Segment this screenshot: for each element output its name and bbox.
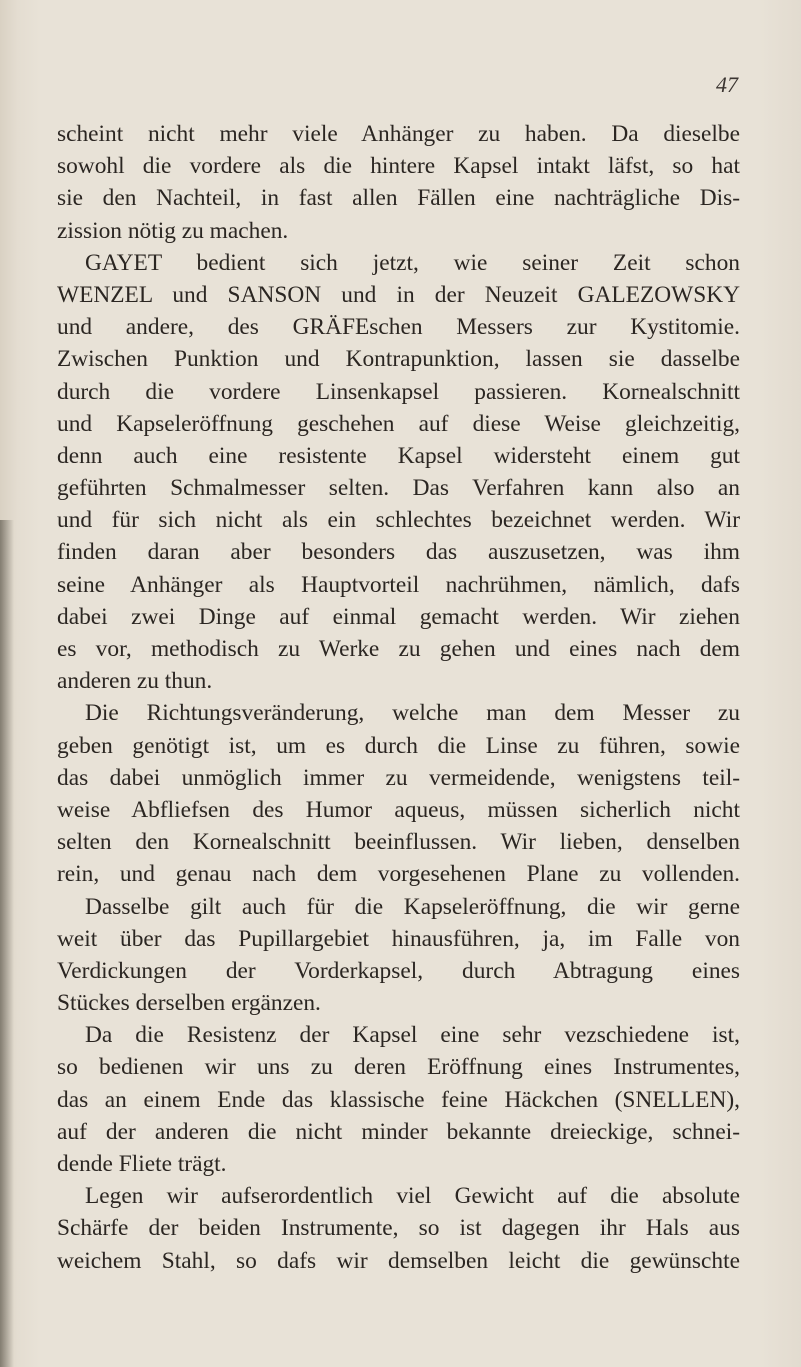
text-line: scheint nicht mehr viele Anhänger zu haben. Da dieselbe <box>57 121 740 147</box>
text-line: dende Fliete trägt. <box>57 1151 227 1177</box>
text-line: selten den Kornealschnitt beeinflussen. Wir lieben, denselben <box>57 829 740 856</box>
text-line: geführten Schmalmesser selten. Das Verfahren kann also an <box>57 475 740 502</box>
body-text <box>57 118 740 1277</box>
text-line: sie den Nachteil, in fast allen Fällen eine nachträgliche Dis- <box>57 185 740 212</box>
text-line: rein, und genau nach dem vorgesehenen Plane zu vollenden. <box>57 861 740 888</box>
text-line: dabei zwei Dinge auf einmal gemacht werden. Wir ziehen <box>57 603 740 630</box>
text-line: durch die vordere Linsenkapsel passieren. Kornealschnitt <box>57 378 740 405</box>
text-line: weichem Stahl, so dafs wir demselben leicht die gewünschte <box>57 1247 740 1274</box>
binding-shadow <box>0 520 14 1367</box>
text-line: das dabei unmöglich immer zu vermeidende, wenigstens teil- <box>57 764 740 791</box>
text-line: geben genötigt ist, um es durch die Linse zu führen, sowie <box>57 732 740 759</box>
text-line: Stückes derselben ergänzen. <box>57 990 321 1017</box>
text-line: WENZEL und SANSON und in der Neuzeit GALEZOWSKY <box>57 281 740 308</box>
text-line: Verdickungen der Vorderkapsel, durch Abtragung eines <box>57 957 740 984</box>
page-number: 47 <box>716 72 738 97</box>
text-line: Zwischen Punktion und Kontrapunktion, lassen sie dasselbe <box>57 346 740 373</box>
text-line: das an einem Ende das klassische feine Häckchen (SNELLEN), <box>57 1086 740 1113</box>
text-line: finden daran aber besonders das auszusetzen, was ihm <box>57 539 740 566</box>
text-line: anderen zu thun. <box>57 668 213 695</box>
text-line: Schärfe der beiden Instrumente, so ist dagegen ihr Hals aus <box>57 1215 740 1242</box>
text-line: Legen wir aufserordentlich viel Gewicht auf die absolute <box>85 1183 740 1210</box>
text-line: GAYET bedient sich jetzt, wie seiner Zeit schon <box>85 249 740 276</box>
text-line: und andere, des GRÄFEschen Messers zur Kystitomie. <box>57 314 740 341</box>
text-line: es vor, methodisch zu Werke zu gehen und eines nach dem <box>57 636 740 662</box>
text-line: Da die Resistenz der Kapsel eine sehr vezschiedene ist, <box>85 1022 740 1049</box>
text-line: sowohl die vordere als die hintere Kapsel intakt läfst, so hat <box>57 153 740 180</box>
text-line: seine Anhänger als Hauptvorteil nachrühmen, nämlich, dafs <box>57 571 740 598</box>
text-line: und Kapseleröffnung geschehen auf diese Weise gleichzeitig, <box>57 410 740 437</box>
text-line: und für sich nicht als ein schlechtes bezeichnet werden. Wir <box>57 507 740 534</box>
text-line: weise Abfliefsen des Humor aqueus, müssen sicherlich nicht <box>57 796 740 823</box>
text-line: Die Richtungsveränderung, welche man dem Messer zu <box>85 700 740 727</box>
text-line: auf der anderen die nicht minder bekannte dreieckige, schnei- <box>57 1118 740 1145</box>
text-line: denn auch eine resistente Kapsel widersteht einem gut <box>57 442 740 469</box>
text-line: Dasselbe gilt auch für die Kapseleröffnung, die wir gerne <box>85 893 740 920</box>
text-line: so bedienen wir uns zu deren Eröffnung eines Instrumentes, <box>57 1054 740 1081</box>
text-line: weit über das Pupillargebiet hinausführen, ja, im Falle von <box>57 925 740 952</box>
text-line: zission nötig zu machen. <box>57 217 289 244</box>
